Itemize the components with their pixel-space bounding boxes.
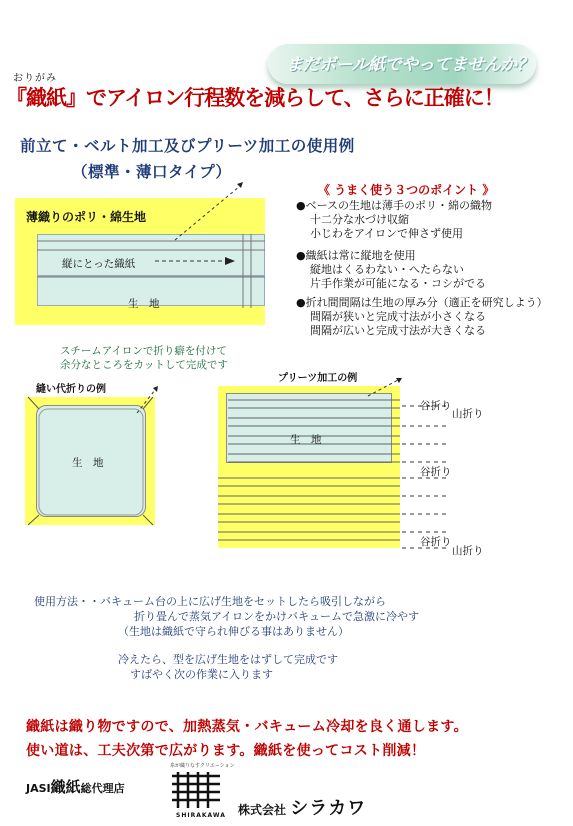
point-sub: 小じわをアイロンで伸さず使用: [310, 227, 464, 240]
valley-fold-label: 谷折り: [420, 400, 452, 412]
caption-line: スチームアイロンで折り癖を付けて: [60, 345, 227, 357]
point-head: ●折れ間間隔は生地の厚み分（適正を研究しよう）: [296, 296, 548, 309]
bottom-line1: 織紙は織り物ですので、加熱蒸気・バキューム冷却を良く通します。: [26, 719, 468, 735]
pleat-fabric-label: 生 地: [290, 434, 322, 446]
mountain-fold-label: 山折り: [452, 408, 484, 420]
point-head: ●ベースの生地は薄手のポリ・綿の織物: [296, 199, 493, 212]
panel2-title: 縫い代折りの例: [36, 384, 106, 395]
headline: 『織紙』でアイロン行程数を減らして、さらに正確に！: [6, 85, 504, 110]
caption-steam: [60, 344, 228, 372]
subtitle-line2: （標準・薄口タイプ）: [72, 163, 232, 181]
company-name: [238, 794, 366, 820]
fabric-label: 生 地: [128, 298, 160, 310]
caption-line: 余分なところをカットして完成です: [60, 359, 228, 371]
usage-line2: 折り畳んで蒸気アイロンをかけバキュームで急激に冷やす: [134, 610, 420, 623]
point-sub: 片手作業が可能になる・コシがでる: [310, 277, 486, 290]
valley-fold-label: 谷折り: [420, 536, 452, 548]
usage-line1: 使用方法・・バキューム台の上に広げ生地をセットしたら吸引しながら: [34, 595, 386, 608]
banner-text: まだボール紙でやってませんか？: [286, 55, 534, 75]
usage-line3: （生地は織紙で守られ伸びる事はありません）: [118, 625, 349, 638]
paper-label: 縦にとった織紙: [62, 258, 136, 270]
point-item-2: [296, 249, 486, 291]
agent-suffix: 総代理店: [80, 782, 125, 795]
company-kana: シラカワ: [290, 798, 367, 819]
point-sub: 間隔が広いと完成寸法が大きくなる: [310, 324, 486, 337]
point-sub: 間隔が狭いと完成寸法が小さくなる: [310, 310, 486, 323]
point-head: ●織紙は常に縦地を使用: [296, 249, 416, 262]
usage-line4: 冷えたら、型を広げ生地をはずして完成です: [118, 653, 338, 666]
agent-label: [26, 776, 125, 797]
agent-big: 織紙: [50, 778, 81, 796]
headline-ruby: おりがみ: [13, 73, 57, 84]
agent-prefix: JASI: [26, 782, 51, 795]
point-item-1: [296, 199, 492, 241]
point-sub: 縦地はくるわない・へたらない: [310, 263, 464, 276]
valley-fold-label: 谷折り: [420, 466, 452, 478]
seam-fabric-label: 生 地: [72, 457, 104, 469]
shirakawa-logo-icon: [168, 768, 224, 812]
mountain-fold-label: 山折り: [452, 545, 484, 557]
panel3-title: プリーツ加工の例: [278, 373, 358, 384]
panel1-title: 薄織りのポリ・綿生地: [26, 210, 147, 224]
point-sub: 十二分な水づけ収縮: [310, 213, 409, 226]
usage-line5: すばやく次の作業に入ります: [130, 668, 273, 681]
point-item-3: [296, 296, 548, 338]
logo-tagline: 糸が織りなすクリエーション: [170, 763, 235, 769]
bottom-line2: 使い道は、工夫次第で広がります。織紙を使ってコスト削減！: [26, 743, 426, 759]
logo-name: SHIRAKAWA: [176, 812, 226, 819]
points-title: 《 うまく使う３つのポイント 》: [318, 183, 495, 197]
company-prefix: 株式会社: [238, 803, 287, 817]
subtitle-line1: 前立て・ベルト加工及びプリーツ加工の使用例: [20, 137, 355, 155]
